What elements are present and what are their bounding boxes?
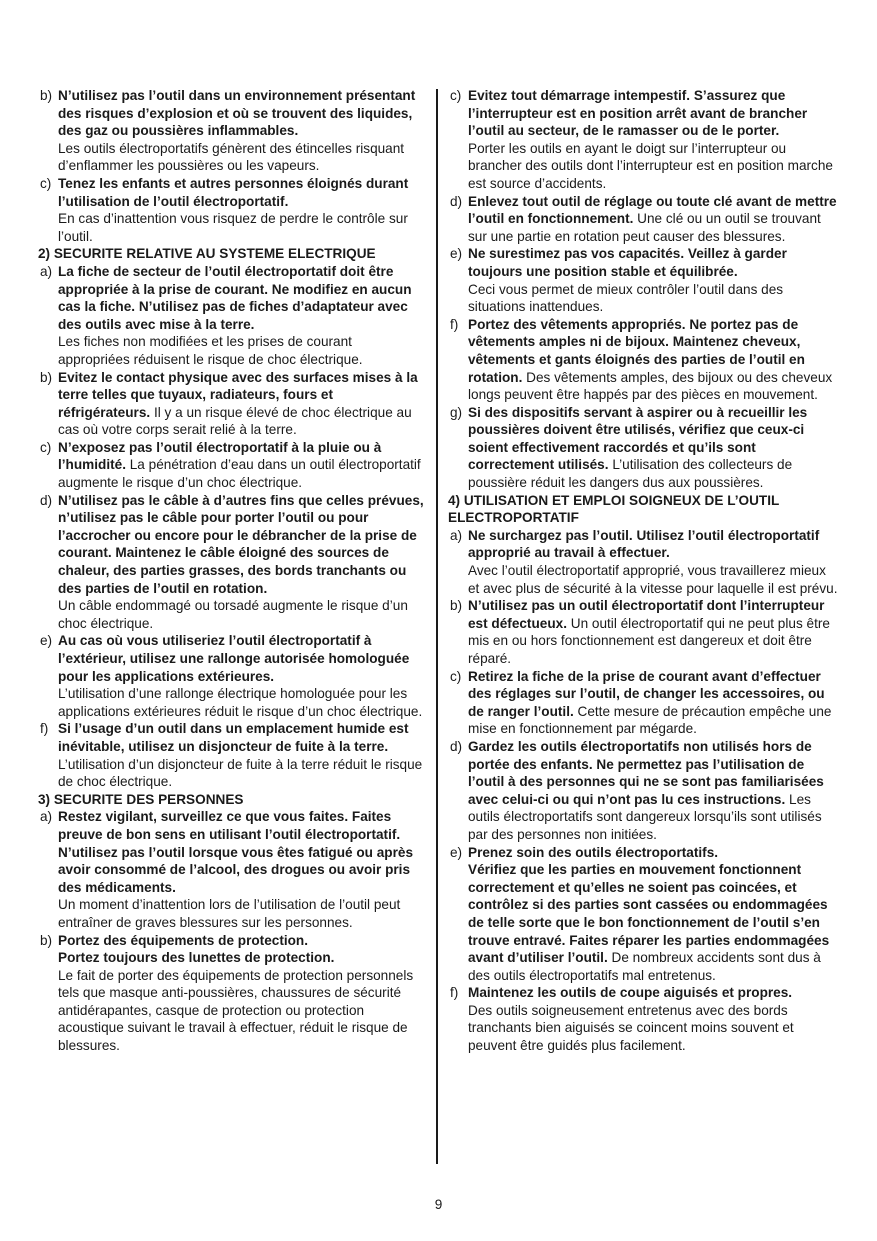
item-body-text: Il y a un risque élevé de choc électrique au cas où votre corps serait relié à la terre. <box>58 404 412 438</box>
item-bold-text: Vérifiez que les parties en mouvement fonctionnent correctement et qu’elles ne soient pas coincées, et contrôlez si des parties sont cassées ou endommagées de telle sorte que le bon fonctionnement de l’outil s’en trouve entravé. Faites réparer les parties endommagées avant d’utiliser l’outil. <box>468 862 830 966</box>
list-item <box>448 316 838 404</box>
item-body-text: Des outils soigneusement entretenus avec des bords tranchants bien aiguisés se coincent moins souvent et peuvent être guidés plus facilement. <box>468 1002 794 1054</box>
item-bold-text: N’utilisez pas l’outil dans un environnement présentant des risques d’explosion et où se trouvent des liquides, des gaz ou poussières inflammables. <box>58 88 416 139</box>
item-label: b) <box>40 88 53 103</box>
item-bold-text: Au cas où vous utiliseriez l’outil électroportatif à l’extérieur, utilisez une rallonge autorisée homologuée pour les applications extérieures. <box>58 633 410 684</box>
item-body-text: Les outils électroportatifs sont dangereux lorsqu’ils sont utilisés par des personnes non initiées. <box>468 791 822 842</box>
list-item <box>38 932 424 1055</box>
page-number: 9 <box>434 1197 443 1212</box>
list-item <box>38 369 424 439</box>
item-label: d) <box>450 738 463 754</box>
item-label: f) <box>40 721 49 737</box>
item-body-text: L’utilisation des collecteurs de poussière réduit les dangers dus aux poussières. <box>468 457 793 491</box>
item-body-text: Ceci vous permet de mieux contrôler l’outil dans des situations inattendues. <box>468 281 784 315</box>
item-body-text: Le fait de porter des équipements de protection personnels tels que masque anti-poussières, chaussures de sécurité antidérapantes, casque de protection ou protection acoustique suivant le travail à effectuer, réduit le risque de blessures. <box>58 967 414 1054</box>
list-item <box>448 844 838 985</box>
item-bold-text: Restez vigilant, surveillez ce que vous faites. Faites preuve de bon sens en utilisant l’outil électroportatif. N’utilisez pas l’outil lorsque vous êtes fatigué ou après avoir consommé de l’alcool, des drogues ou avoir pris des médicaments. <box>58 809 414 895</box>
item-label: c) <box>40 175 52 191</box>
item-body-text: Avec l’outil électroportatif approprié, vous travaillerez mieux et avec plus de sécurité à la vitesse pour laquelle il est prévu. <box>468 563 838 596</box>
item-body-text: Cette mesure de précaution empêche une mise en fonctionnement par mégarde. <box>468 703 832 737</box>
item-label: a) <box>40 809 53 825</box>
item-label: c) <box>450 88 462 103</box>
item-bold-text: Maintenez les outils de coupe aiguisés et propres. <box>468 985 793 1001</box>
item-body-text: Les outils électroportatifs génèrent des étincelles risquant d’enflammer les poussières ou les vapeurs. <box>58 140 405 174</box>
left-column <box>38 87 424 1055</box>
item-bold-text: Portez des équipements de protection. <box>58 932 309 948</box>
list-item <box>38 720 424 790</box>
item-bold-text: N’exposez pas l’outil électroportatif à la pluie ou à l’humidité. <box>58 439 382 473</box>
item-label: g) <box>450 404 463 420</box>
list-item <box>448 668 838 738</box>
item-body-text: Une clé ou un outil se trouvant sur une partie en rotation peut causer des blessures. <box>468 211 821 244</box>
item-bold-text: Retirez la fiche de la prise de courant avant d’effectuer des réglages sur l’outil, de changer les accessoires, ou de ranger l’outil. <box>468 668 825 719</box>
item-bold-text: Tenez les enfants et autres personnes éloignés durant l’utilisation de l’outil électroportatif. <box>58 175 409 209</box>
item-label: c) <box>450 668 462 684</box>
item-bold-text: N’utilisez pas un outil électroportatif dont l’interrupteur est défectueux. <box>468 598 825 631</box>
list-item <box>38 808 424 931</box>
section-heading: 4) UTILISATION ET EMPLOI SOIGNEUX DE L’OUTIL ELECTROPORTATIF <box>448 492 780 526</box>
list-item <box>38 632 424 720</box>
item-label: a) <box>40 263 53 279</box>
item-label: e) <box>450 844 463 860</box>
item-body-text: L’utilisation d’une rallonge électrique homologuée pour les applications extérieures réduit le risque d’un choc électrique. <box>58 686 423 719</box>
item-label: c) <box>40 439 52 455</box>
list-item <box>448 87 838 193</box>
list-item <box>448 527 838 597</box>
list-item <box>448 597 838 667</box>
item-bold-text: Si des dispositifs servant à aspirer ou à recueillir les poussières doivent être utilisés, vérifiez que ceux-ci soient effectivement raccordés et qu’ils sont correctement utilisés. <box>468 404 808 473</box>
list-item <box>38 492 424 633</box>
list-item <box>38 175 424 245</box>
item-bold-text: Portez toujours des lunettes de protection. <box>58 950 335 966</box>
list-item <box>448 193 838 246</box>
item-bold-text: Ne surchargez pas l’outil. Utilisez l’outil électroportatif approprié au travail à effectuer. <box>468 527 820 561</box>
item-body-text: Un câble endommagé ou torsadé augmente le risque d’un choc électrique. <box>58 598 408 631</box>
item-bold-text: Ne surestimez pas vos capacités. Veillez à garder toujours une position stable et équilibrée. <box>468 246 787 279</box>
item-label: d) <box>40 492 53 508</box>
item-bold-text: Prenez soin des outils électroportatifs. <box>468 844 719 860</box>
item-label: d) <box>450 193 463 209</box>
item-bold-text: N’utilisez pas le câble à d’autres fins que celles prévues, n’utilisez pas le câble pour porter l’outil ou pour l’accrocher ou encore pour le débrancher de la prise de courant. Maintenez le câble éloigné des sources de chaleur, des parties grasses, des bords tranchants ou des parties de l’outil en rotation. <box>58 492 424 596</box>
list-item <box>448 984 838 1054</box>
item-body-text: Des vêtements amples, des bijoux ou des cheveux longs peuvent être happés par des pièces en mouvement. <box>468 369 833 403</box>
item-bold-text: Enlevez tout outil de réglage ou toute clé avant de mettre l’outil en fonctionnement. <box>468 193 837 227</box>
item-label: a) <box>450 527 463 543</box>
right-column <box>448 87 838 1055</box>
item-label: b) <box>40 932 53 948</box>
item-bold-text: Gardez les outils électroportatifs non utilisés hors de portée des enfants. Ne permettez pas l’utilisation de l’outil à des personnes qui ne se sont pas familiarisées avec celui-ci ou qui n’ont pas lu ces instructions. <box>468 738 824 807</box>
item-label: e) <box>40 633 53 649</box>
list-item <box>38 263 424 369</box>
list-item <box>448 404 838 492</box>
item-body-text: En cas d’inattention vous risquez de perdre le contrôle sur l’outil. <box>58 211 408 244</box>
item-body-text: De nombreux accidents sont dus à des outils électroportatifs mal entretenus. <box>468 950 821 983</box>
item-body-text: La pénétration d’eau dans un outil électroportatif augmente le risque d’un choc électrique. <box>58 457 421 491</box>
list-item <box>38 439 424 492</box>
item-body-text: L’utilisation d’un disjoncteur de fuite à la terre réduit le risque de choc électrique. <box>58 756 423 790</box>
list-item <box>448 738 838 844</box>
item-body-text: Les fiches non modifiées et les prises de courant appropriées réduisent le risque de choc électrique. <box>58 334 363 367</box>
item-label: f) <box>450 316 459 332</box>
item-body-text: Un moment d’inattention lors de l’utilisation de l’outil peut entraîner de graves blessures sur les personnes. <box>58 897 401 930</box>
item-bold-text: Portez des vêtements appropriés. Ne portez pas de vêtements amples ni de bijoux. Maintenez cheveux, vêtements et gants éloignés des parties de l’outil en rotation. <box>468 316 805 385</box>
item-bold-text: Si l’usage d’un outil dans un emplacement humide est inévitable, utilisez un disjoncteur de fuite à la terre. <box>58 721 409 754</box>
item-body-text: Un outil électroportatif qui ne peut plus être mis en ou hors fonctionnement est dangereux et doit être réparé. <box>468 615 830 666</box>
item-label: f) <box>450 985 459 1001</box>
item-bold-text: Evitez le contact physique avec des surfaces mises à la terre telles que tuyaux, radiateurs, fours et réfrigérateurs. <box>58 369 418 420</box>
item-bold-text: La fiche de secteur de l’outil électroportatif doit être appropriée à la prise de courant. Ne modifiez en aucun cas la fiche. N’utilisez pas de fiches d’adaptateur avec des outils avec mise à la terre. <box>58 263 412 332</box>
list-item <box>448 245 838 315</box>
item-bold-text: Evitez tout démarrage intempestif. S’assurez que l’interrupteur est en position arrêt avant de brancher l’outil au secteur, de le ramasser ou de le porter. <box>468 88 808 139</box>
list-item <box>38 87 424 175</box>
section-heading: 3) SECURITE DES PERSONNES <box>38 791 244 807</box>
item-label: b) <box>40 369 53 385</box>
item-body-text: Porter les outils en ayant le doigt sur l’interrupteur ou brancher des outils dont l’interrupteur est en position marche est source d’accidents. <box>468 140 833 191</box>
section-heading: 2) SECURITE RELATIVE AU SYSTEME ELECTRIQUE <box>38 246 376 262</box>
item-label: b) <box>450 598 463 614</box>
column-divider <box>436 89 438 1164</box>
item-label: e) <box>450 246 463 262</box>
